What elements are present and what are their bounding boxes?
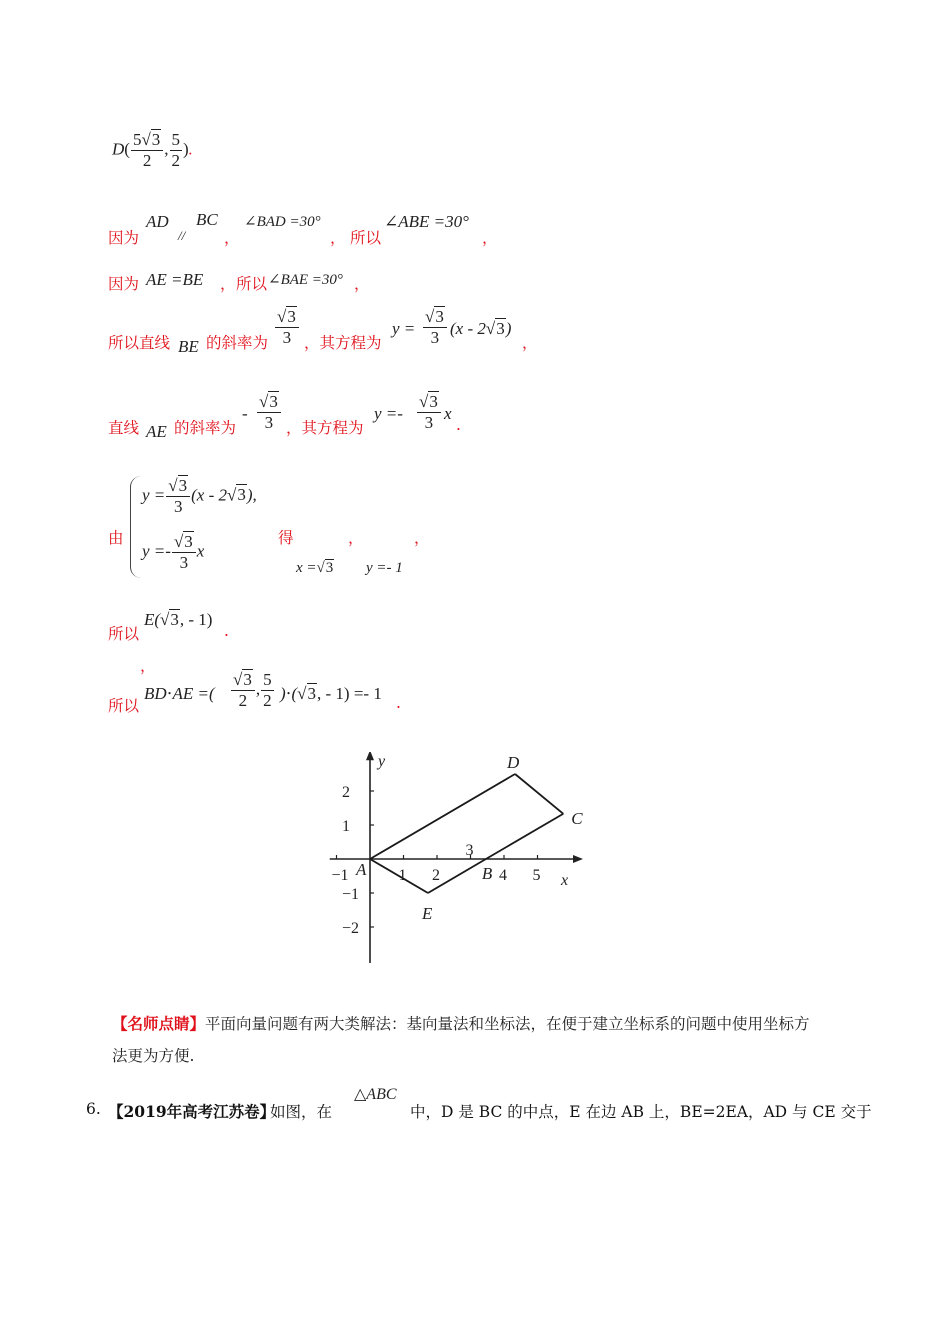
x-tick-label: −1 — [331, 867, 349, 884]
line-be-slope: 所以直线 BE 的斜率为 $\frac{√3}{3}$ ，其方程为 y = $\frac{√3}{3}$ (x - 2√3) ， — [108, 307, 538, 356]
x-axis-arrow — [573, 855, 583, 863]
point-e-line: 所以 E(√3, - 1) . — [108, 610, 229, 643]
x-tick-label: 1 — [398, 867, 407, 884]
segment-ad — [370, 774, 515, 859]
y-tick-label: −2 — [342, 920, 360, 937]
question-source: 【2019年高考江苏卷】 — [108, 1102, 276, 1121]
point-d-coordinates: D( $\frac{5√3}{2}$ , $\frac{5}{2}$ ). — [112, 130, 193, 170]
triangle-abc: △ABC — [354, 1086, 397, 1103]
stray-comma: ， — [140, 657, 156, 675]
y-axis-arrow — [366, 752, 374, 760]
x-tick-label: 3 — [465, 842, 474, 859]
note-text-2: 法更为方便. — [112, 1047, 195, 1065]
question-6: 6. 【2019年高考江苏卷】 如图，在 △ABC 中，D 是 BC 的中点，E 在边 AB 上，BE=2EA，AD 与 CE 交于 — [86, 1086, 872, 1121]
dot-product-line: 所以 BD⋅AE =( $\frac{√3}{2}$ , $\frac{5}{2}$ )⋅(√3, - 1) =- 1 . — [108, 670, 401, 715]
point-label-e: E — [421, 904, 433, 923]
x-tick-label: 5 — [532, 867, 541, 884]
x-tick-label: 2 — [432, 867, 440, 884]
point-label-b: B — [481, 864, 493, 883]
line-ae-slope: 直线 AE 的斜率为 - $\frac{√3}{3}$ ，其方程为 y =- $\frac{√3}{3}$ x . — [108, 392, 461, 441]
y-tick-label: 1 — [342, 818, 350, 835]
left-brace — [130, 476, 141, 578]
question-number: 6. — [86, 1100, 101, 1118]
segment-dc — [515, 774, 563, 814]
y-tick-label: 2 — [342, 784, 350, 801]
y-axis-label: y — [378, 753, 386, 771]
y-tick-label: −1 — [342, 886, 360, 903]
equation-system: 由 y = $\frac{√3}{3}$ (x - 2√3), y =- $\frac{√3}{3}$ x 得 ， ， x =√3 y =- 1 — [108, 476, 430, 576]
note-tag: 【名师点睛】 — [112, 1014, 206, 1033]
point-label-a: A — [356, 860, 367, 879]
point-label-d: D — [507, 753, 520, 772]
x-axis-label: x — [561, 872, 569, 889]
segment-cb — [486, 814, 563, 859]
note-text-1: 平面向量问题有两大类解法：基向量法和坐标法，在便于建立坐标系的问题中使用坐标方 — [205, 1015, 810, 1033]
teacher-note — [112, 1008, 872, 1072]
line-ae-eq-be: 因为 AE =BE ， 所以 ∠BAE =30° ， — [108, 270, 370, 293]
line-parallel-angles: 因为 AD // BC ， ∠BAD =30° ， 所以 ∠ABE =30° ， — [108, 210, 498, 247]
coordinate-diagram — [296, 752, 596, 968]
point-label-c: C — [571, 808, 583, 828]
x-tick-label: 4 — [499, 867, 507, 884]
